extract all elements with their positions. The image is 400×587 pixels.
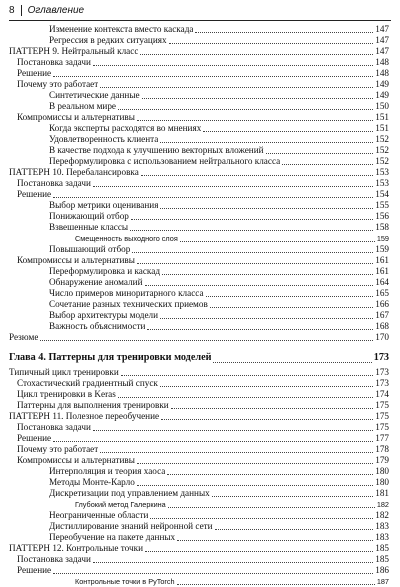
dot-leader <box>130 230 373 231</box>
toc-entry-title: Переформулировка с использованием нейтрального класса <box>49 156 281 166</box>
toc-entry-title: Интерполяция и теория хаоса <box>49 466 166 476</box>
toc-entry <box>9 400 389 411</box>
toc-entry-title: Контрольные точки в PyTorch <box>75 577 175 586</box>
dot-leader <box>100 87 373 88</box>
dot-leader <box>137 485 373 486</box>
toc-entry-title: Взвешенные классы <box>49 222 129 232</box>
toc-entry-title: Число примеров миноритарного класса <box>49 288 204 298</box>
toc-entry-page: 175 <box>375 400 389 410</box>
toc-entry-page: 156 <box>375 211 389 221</box>
toc-entry-page: 149 <box>375 90 389 100</box>
toc-entry-page: 147 <box>375 24 389 34</box>
toc-entry-title: ПАТТЕРН 10. Перебалансировка <box>9 167 139 177</box>
toc-entry-page: 178 <box>375 444 389 454</box>
toc-entry <box>9 266 389 277</box>
toc-entry-title: Понижающий отбор <box>49 211 129 221</box>
toc-entry-title: Дистиллирование знаний нейронной сети <box>49 521 213 531</box>
dot-leader <box>162 274 373 275</box>
toc-entry <box>9 288 389 299</box>
dot-leader <box>171 408 373 409</box>
toc-entry-page: 183 <box>375 532 389 542</box>
toc-entry-page: 148 <box>375 68 389 78</box>
toc-entry-page: 150 <box>375 101 389 111</box>
toc-entry-page: 152 <box>375 134 389 144</box>
toc-entry <box>9 576 389 587</box>
toc-entry-title: Типичный цикл тренировки <box>9 367 119 377</box>
toc-entry <box>9 521 389 532</box>
dot-leader <box>145 285 374 286</box>
dot-leader <box>161 419 373 420</box>
dot-leader <box>121 375 373 376</box>
dot-leader <box>215 529 374 530</box>
toc-entry-page: 186 <box>375 565 389 575</box>
toc-entry-title: Дискретизации под управлением данных <box>49 488 210 498</box>
toc-entry-page: 164 <box>375 277 389 287</box>
toc-entry <box>9 411 389 422</box>
toc-entry <box>9 123 389 134</box>
toc-entry-title: Смещенность выходного слоя <box>75 234 178 243</box>
toc-entry-page: 148 <box>375 57 389 67</box>
toc-entry <box>9 68 389 79</box>
toc-entry-title: В качестве подхода к улучшению векторных вложений <box>49 145 264 155</box>
dot-leader <box>195 32 373 33</box>
toc-entry-title: Постановка задачи <box>17 57 91 67</box>
toc-entry-title: Глубокий метод Галеркина <box>75 500 166 509</box>
toc-entry <box>9 499 389 510</box>
toc-entry <box>9 332 389 343</box>
page-number: 8 <box>9 5 15 16</box>
toc-entry <box>9 422 389 433</box>
toc-entry <box>9 455 389 466</box>
dot-leader <box>160 386 373 387</box>
toc-entry-page: 180 <box>375 466 389 476</box>
toc-entry-page: 153 <box>375 178 389 188</box>
toc-entry-page: 173 <box>375 378 389 388</box>
toc-entry-page: 159 <box>375 244 389 254</box>
toc-entry-title: ПАТТЕРН 11. Полезное переобучение <box>9 411 160 421</box>
dot-leader <box>177 584 375 585</box>
toc-entry <box>9 57 389 68</box>
toc-entry-page: 149 <box>375 79 389 89</box>
section-gap <box>9 343 389 351</box>
toc-entry <box>9 367 389 378</box>
toc-entry-title: Неограниченные области <box>49 510 149 520</box>
dot-leader <box>53 197 373 198</box>
toc-entry-title: Решение <box>17 189 52 199</box>
dot-leader <box>180 241 375 242</box>
toc-entry-page: 151 <box>375 123 389 133</box>
dot-leader <box>131 219 373 220</box>
toc-entry-page: 161 <box>375 255 389 265</box>
toc-entry <box>9 543 389 554</box>
dot-leader <box>213 362 371 363</box>
toc-entry <box>9 167 389 178</box>
toc-entry-title: Глава 4. Паттерны для тренировки моделей <box>9 352 212 363</box>
toc-entry <box>9 211 389 222</box>
dot-leader <box>150 518 373 519</box>
dot-leader <box>118 109 373 110</box>
dot-leader <box>168 507 375 508</box>
toc-entry <box>9 299 389 310</box>
dot-leader <box>212 496 373 497</box>
toc-entry-title: Решение <box>17 433 52 443</box>
toc-entry <box>9 200 389 211</box>
toc-entry <box>9 488 389 499</box>
toc-entry-title: Переобучение на пакете данных <box>49 532 176 542</box>
dot-leader <box>160 318 373 319</box>
running-title: Оглавление <box>27 5 85 16</box>
toc-entry-page: 151 <box>375 112 389 122</box>
toc-entry-title: Компромиссы и альтернативы <box>17 112 135 122</box>
toc-entry <box>9 35 389 46</box>
toc-entry-title: Синтетические данные <box>49 90 140 100</box>
toc-chapter-entry <box>9 351 389 365</box>
toc-entry <box>9 112 389 123</box>
toc-entry-page: 173 <box>373 352 389 363</box>
dot-leader <box>160 208 373 209</box>
toc-entry-page: 155 <box>375 200 389 210</box>
toc-entry <box>9 24 389 35</box>
toc-entry-title: Постановка задачи <box>17 422 91 432</box>
toc-entry-page: 185 <box>375 554 389 564</box>
toc-entry-page: 165 <box>375 288 389 298</box>
toc-entry-page: 170 <box>375 332 389 342</box>
toc-entry-page: 177 <box>375 433 389 443</box>
toc-entry-title: Компромиссы и альтернативы <box>17 455 135 465</box>
dot-leader <box>167 474 373 475</box>
toc-entry-page: 179 <box>375 455 389 465</box>
toc-entry-title: Важность объяснимости <box>49 321 146 331</box>
toc-entry-page: 154 <box>375 189 389 199</box>
toc-entry-title: Удовлетворенность клиента <box>49 134 159 144</box>
toc-entry <box>9 145 389 156</box>
dot-leader <box>266 153 374 154</box>
toc-entry <box>9 433 389 444</box>
toc-entry-title: Постановка задачи <box>17 178 91 188</box>
dot-leader <box>137 120 373 121</box>
dot-leader <box>40 340 373 341</box>
toc-entry-page: 159 <box>376 234 389 243</box>
toc-entry-page: 185 <box>375 543 389 553</box>
toc-entry-page: 152 <box>375 145 389 155</box>
toc-entry <box>9 46 389 57</box>
dot-leader <box>210 307 373 308</box>
toc-entry-title: Сочетание разных технических приемов <box>49 299 208 309</box>
dot-leader <box>118 397 373 398</box>
toc-entry <box>9 101 389 112</box>
toc-entry <box>9 189 389 200</box>
toc-entry <box>9 222 389 233</box>
toc-entry-page: 147 <box>375 46 389 56</box>
dot-leader <box>147 329 373 330</box>
toc-entry <box>9 477 389 488</box>
toc-entry <box>9 444 389 455</box>
toc-entry-page: 168 <box>375 321 389 331</box>
toc-entry-title: Методы Монте-Карло <box>49 477 135 487</box>
dot-leader <box>203 131 373 132</box>
toc-entry-page: 167 <box>375 310 389 320</box>
toc-entry <box>9 532 389 543</box>
toc-entry-title: ПАТТЕРН 12. Контрольные точки <box>9 543 143 553</box>
dot-leader <box>93 186 373 187</box>
toc-entry <box>9 233 389 244</box>
toc-entry-title: Решение <box>17 565 52 575</box>
toc-entry-page: 153 <box>375 167 389 177</box>
dot-leader <box>140 54 373 55</box>
toc-entry-title: Повышающий отбор <box>49 244 131 254</box>
toc-entry <box>9 79 389 90</box>
toc-entry-title: Когда эксперты расходятся во мнениях <box>49 123 202 133</box>
toc-entry-title: ПАТТЕРН 9. Нейтральный класс <box>9 46 139 56</box>
toc-entry-page: 147 <box>375 35 389 45</box>
toc-entry <box>9 134 389 145</box>
toc-entry <box>9 466 389 477</box>
header-rule <box>9 20 391 21</box>
dot-leader <box>282 164 373 165</box>
toc-entry-title: Постановка задачи <box>17 554 91 564</box>
toc-entry-page: 182 <box>375 510 389 520</box>
toc-entry-title: Почему это работает <box>17 79 99 89</box>
toc-entry-title: Выбор метрики оценивания <box>49 200 159 210</box>
dot-leader <box>142 98 374 99</box>
toc-entry-title: В реальном мире <box>49 101 116 111</box>
dot-leader <box>160 142 373 143</box>
toc-entry-page: 173 <box>375 367 389 377</box>
toc-entry-page: 181 <box>375 488 389 498</box>
toc-entry <box>9 244 389 255</box>
toc-entry-title: Паттерны для выполнения тренировки <box>17 400 169 410</box>
toc-entry-title: Стохастический градиентный спуск <box>17 378 158 388</box>
dot-leader <box>53 441 373 442</box>
toc-entry-page: 175 <box>375 411 389 421</box>
toc-entry <box>9 389 389 400</box>
dot-leader <box>53 76 373 77</box>
toc-entry-page: 183 <box>375 521 389 531</box>
toc-entry-title: Обнаружение аномалий <box>49 277 143 287</box>
toc-entry-page: 161 <box>375 266 389 276</box>
toc-entry-page: 174 <box>375 389 389 399</box>
toc-entry-title: Резюме <box>9 332 39 342</box>
table-of-contents <box>9 24 389 587</box>
dot-leader <box>93 65 373 66</box>
toc-entry-title: Выбор архитектуры модели <box>49 310 159 320</box>
toc-entry <box>9 510 389 521</box>
toc-entry-title: Переформулировка и каскад <box>49 266 160 276</box>
toc-entry-page: 187 <box>376 577 389 586</box>
toc-entry-page: 175 <box>375 422 389 432</box>
toc-entry <box>9 255 389 266</box>
toc-entry-title: Регрессия в редких ситуациях <box>49 35 167 45</box>
dot-leader <box>93 562 373 563</box>
toc-entry <box>9 378 389 389</box>
toc-entry-title: Почему это работает <box>17 444 99 454</box>
dot-leader <box>137 463 373 464</box>
toc-entry <box>9 310 389 321</box>
dot-leader <box>177 540 373 541</box>
toc-entry-title: Компромиссы и альтернативы <box>17 255 135 265</box>
toc-entry-title: Решение <box>17 68 52 78</box>
toc-entry-page: 152 <box>375 156 389 166</box>
toc-entry-title: Изменение контекста вместо каскада <box>49 24 194 34</box>
toc-entry-page: 158 <box>375 222 389 232</box>
toc-entry <box>9 554 389 565</box>
dot-leader <box>137 263 373 264</box>
dot-leader <box>53 573 373 574</box>
toc-entry-page: 180 <box>375 477 389 487</box>
toc-entry <box>9 565 389 576</box>
header-separator <box>21 5 22 16</box>
toc-entry <box>9 90 389 101</box>
dot-leader <box>100 452 373 453</box>
toc-entry-title: Цикл тренировки в Keras <box>17 389 116 399</box>
dot-leader <box>132 252 373 253</box>
dot-leader <box>93 430 373 431</box>
toc-entry <box>9 277 389 288</box>
dot-leader <box>206 296 374 297</box>
toc-entry <box>9 178 389 189</box>
toc-entry <box>9 321 389 332</box>
dot-leader <box>141 175 373 176</box>
dot-leader <box>169 43 374 44</box>
toc-entry <box>9 156 389 167</box>
running-header <box>9 3 391 18</box>
toc-entry-page: 182 <box>376 500 389 509</box>
dot-leader <box>145 551 373 552</box>
toc-entry-page: 166 <box>375 299 389 309</box>
